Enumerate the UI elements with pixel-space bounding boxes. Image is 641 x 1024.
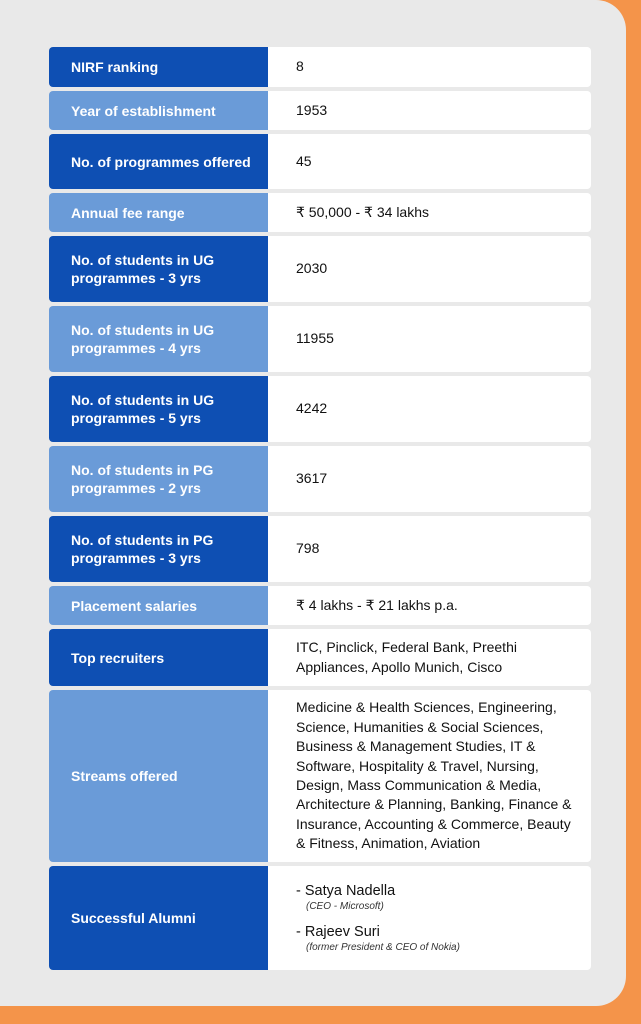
table-row bbox=[49, 629, 591, 686]
row-label: Top recruiters bbox=[49, 629, 268, 686]
table-row bbox=[49, 516, 591, 582]
row-label: Successful Alumni bbox=[49, 866, 268, 970]
alumni-name: - Satya Nadella bbox=[296, 882, 396, 899]
row-value: 8 bbox=[268, 47, 591, 87]
table-row bbox=[49, 47, 591, 87]
row-value: ₹ 4 lakhs - ₹ 21 lakhs p.a. bbox=[268, 586, 591, 625]
row-label: Year of establishment bbox=[49, 91, 268, 130]
row-label: Annual fee range bbox=[49, 193, 268, 232]
table-row bbox=[49, 376, 591, 442]
table-row bbox=[49, 446, 591, 512]
table-row bbox=[49, 236, 591, 302]
row-value: ITC, Pinclick, Federal Bank, Preethi Appliances, Apollo Munich, Cisco bbox=[268, 629, 591, 686]
row-value: 2030 bbox=[268, 236, 591, 302]
row-value: Medicine & Health Sciences, Engineering, Science, Humanities & Social Sciences, Business & Management Studies, IT & Software, Hospitality & Travel, Nursing, Design, Mass Communication & Media, Architecture & Planning, Banking, Finance & Insurance, Accounting & Commerce, Beauty & Fitness, Animation, Aviation bbox=[268, 690, 591, 862]
row-value: 3617 bbox=[268, 446, 591, 512]
row-label: No. of programmes offered bbox=[49, 134, 268, 189]
row-label: No. of students in PG programmes - 3 yrs bbox=[49, 516, 268, 582]
alumni-name: - Rajeev Suri bbox=[296, 924, 380, 940]
table-row bbox=[49, 690, 591, 862]
alumni-list bbox=[296, 882, 460, 955]
table-row bbox=[49, 866, 591, 970]
table-row bbox=[49, 306, 591, 372]
table-row bbox=[49, 586, 591, 625]
row-value: 798 bbox=[268, 516, 591, 582]
row-label: No. of students in UG programmes - 5 yrs bbox=[49, 376, 268, 442]
info-table bbox=[49, 47, 591, 974]
alumni-note: (former President & CEO of Nokia) bbox=[306, 942, 460, 954]
row-value bbox=[268, 866, 591, 970]
table-row bbox=[49, 193, 591, 232]
alumni-note: (CEO - Microsoft) bbox=[306, 901, 384, 912]
row-value: 1953 bbox=[268, 91, 591, 130]
row-label: Placement salaries bbox=[49, 586, 268, 625]
row-value: ₹ 50,000 - ₹ 34 lakhs bbox=[268, 193, 591, 232]
row-value: 11955 bbox=[268, 306, 591, 372]
table-row bbox=[49, 91, 591, 130]
row-value: 4242 bbox=[268, 376, 591, 442]
table-row bbox=[49, 134, 591, 189]
row-label: No. of students in UG programmes - 3 yrs bbox=[49, 236, 268, 302]
row-label: No. of students in UG programmes - 4 yrs bbox=[49, 306, 268, 372]
row-label: No. of students in PG programmes - 2 yrs bbox=[49, 446, 268, 512]
row-label: Streams offered bbox=[49, 690, 268, 862]
row-value: 45 bbox=[268, 134, 591, 189]
row-label: NIRF ranking bbox=[49, 47, 268, 87]
